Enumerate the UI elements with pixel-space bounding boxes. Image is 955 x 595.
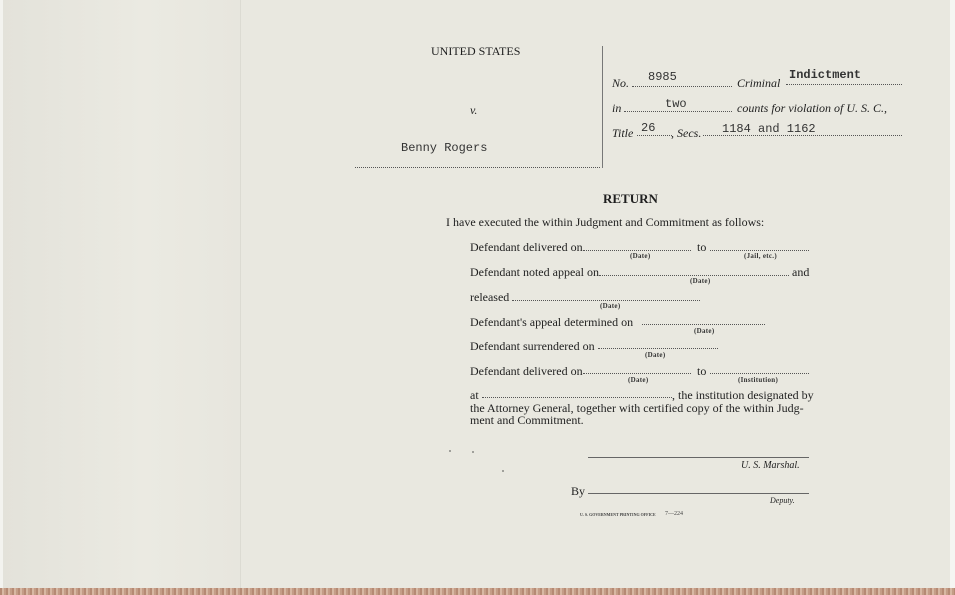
form-number: 7—224 (665, 511, 683, 517)
delivered-date-line (583, 250, 691, 251)
designated-text: , the institution designated by (672, 388, 814, 402)
paper-speck (449, 450, 451, 452)
marshal-signature-line (588, 457, 809, 458)
appeal-date-caption: (Date) (690, 277, 711, 285)
delivered2-to-label: to (697, 364, 707, 378)
deputy-label: Deputy. (770, 496, 795, 505)
secs-value: 1184 and 1162 (722, 122, 816, 136)
ment-text: ment and Commitment. (470, 413, 584, 427)
paper-speck (502, 470, 504, 472)
title-line (637, 135, 672, 136)
and-label: and (792, 265, 810, 279)
fold-line (240, 0, 242, 590)
criminal-label: Criminal (737, 76, 781, 90)
paper-speck (472, 451, 474, 453)
deputy-signature-line (588, 493, 809, 494)
at-line (482, 397, 672, 398)
caption-vertical-divider (602, 46, 603, 168)
delivered2-label: Defendant delivered on (470, 364, 583, 378)
counts-value: two (665, 97, 687, 111)
delivered2-date-line (583, 373, 691, 374)
left-edge (0, 0, 3, 590)
released-date-line (512, 300, 700, 301)
by-label: By (571, 484, 586, 498)
plaintiff-name: UNITED STATES (431, 44, 521, 58)
institution-caption: (Institution) (738, 376, 779, 384)
criminal-type: Indictment (789, 68, 862, 82)
secs-label: , Secs. (671, 126, 702, 140)
jail-caption: (Jail, etc.) (744, 252, 777, 260)
institution-line (710, 373, 809, 374)
left-panel (0, 0, 240, 590)
surrendered-caption: (Date) (645, 351, 666, 359)
appeal-date-line (599, 275, 789, 276)
delivered-label: Defendant delivered on (470, 240, 583, 254)
appeal-determined-caption: (Date) (694, 327, 715, 335)
no-label: No. (612, 76, 630, 90)
title-value: 26 (641, 121, 656, 135)
surrendered-label: Defendant surrendered on (470, 339, 595, 353)
no-line (632, 86, 732, 87)
released-label: released (470, 290, 510, 304)
delivered-jail-line (710, 250, 809, 251)
surrendered-line (598, 348, 718, 349)
printer-text: U. S. GOVERNMENT PRINTING OFFICE (580, 512, 656, 517)
bottom-edge (0, 588, 955, 595)
counts-label: counts for violation of U. S. C., (737, 101, 887, 115)
return-intro: I have executed the within Judgment and Commitment as follows: (446, 215, 765, 229)
caption-divider (355, 167, 600, 168)
versus-label: v. (470, 103, 478, 117)
defendant-name: Benny Rogers (401, 141, 488, 155)
delivered-to-label: to (697, 240, 707, 254)
appeal-determined-line (642, 324, 765, 325)
at-label: at (470, 388, 479, 402)
criminal-line (786, 84, 902, 85)
marshal-label: U. S. Marshal. (741, 460, 800, 471)
delivered-date-caption: (Date) (630, 252, 651, 260)
delivered2-date-caption: (Date) (628, 376, 649, 384)
appeal-label: Defendant noted appeal on (470, 265, 599, 279)
case-number: 8985 (648, 70, 677, 84)
appeal-determined-label: Defendant's appeal determined on (470, 315, 634, 329)
return-heading: RETURN (603, 191, 658, 206)
title-label: Title (612, 126, 634, 140)
in-label: in (612, 101, 622, 115)
attorney-text: the Attorney General, together with certified copy of the within Judg- (470, 401, 804, 415)
released-date-caption: (Date) (600, 302, 621, 310)
counts-line (624, 111, 732, 112)
right-edge (950, 0, 955, 590)
